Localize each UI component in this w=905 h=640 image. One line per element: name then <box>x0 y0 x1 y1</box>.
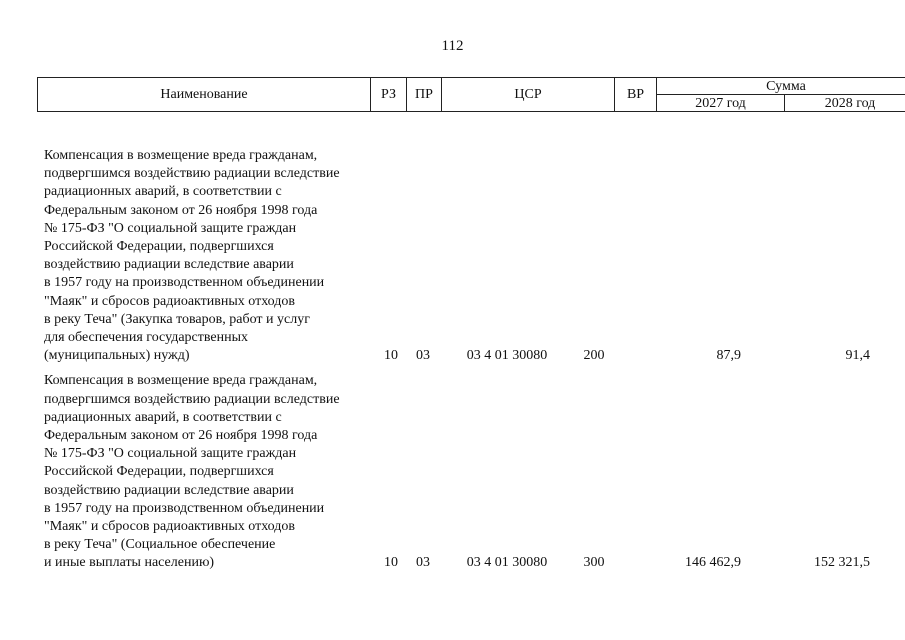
row-name-line: Федеральным законом от 26 ноября 1998 года <box>44 202 318 218</box>
row-name <box>44 147 374 365</box>
header-vr: ВР <box>615 78 657 112</box>
row-name-line: в 1957 году на производственном объединении <box>44 275 325 291</box>
header-pr: ПР <box>407 78 442 112</box>
header-csr: ЦСР <box>442 78 615 112</box>
row-name-line: в 1957 году на производственном объединении <box>44 500 325 516</box>
row-name-line: Компенсация в возмещение вреда гражданам, <box>44 148 318 163</box>
row-name-line: радиационных аварий, в соответствии с <box>44 184 282 200</box>
row-name-line: Российской Федерации, подвергшихся <box>44 239 274 255</box>
row-name-line: и иные выплаты населению) <box>44 555 215 571</box>
row-name-line: Компенсация в возмещение вреда гражданам, <box>44 373 318 389</box>
table-header <box>37 77 905 112</box>
row-pr: 03 <box>416 348 430 364</box>
header-year-2028: 2028 год <box>785 95 905 112</box>
header-sum: Сумма <box>657 78 905 95</box>
row-name-line: воздействию радиации вследствие аварии <box>44 482 294 498</box>
row-csr: 03 4 01 30080 <box>466 555 548 571</box>
row-rz: 10 <box>384 555 398 571</box>
row-name-line: воздействию радиации вследствие аварии <box>44 257 294 273</box>
row-name-line: подвергшимся воздействию радиации вследствие <box>44 391 340 407</box>
row-name-line: для обеспечения государственных <box>44 330 248 346</box>
row-name-line: "Маяк" и сбросов радиоактивных отходов <box>44 519 296 535</box>
page-number: 112 <box>441 38 464 54</box>
row-vr: 200 <box>583 348 605 364</box>
row-sum-2027: 146 462,9 <box>685 555 741 571</box>
row-name-line: радиационных аварий, в соответствии с <box>44 409 282 425</box>
row-name-line: № 175-ФЗ "О социальной защите граждан <box>44 446 297 462</box>
row-name-line: подвергшимся воздействию радиации вследствие <box>44 166 340 182</box>
row-vr: 300 <box>583 555 605 571</box>
row-name <box>44 372 374 572</box>
row-name-line: Российской Федерации, подвергшихся <box>44 464 274 480</box>
row-name-line: № 175-ФЗ "О социальной защите граждан <box>44 220 297 236</box>
row-name-line: Федеральным законом от 26 ноября 1998 года <box>44 428 318 444</box>
row-pr: 03 <box>416 555 430 571</box>
row-name-line: "Маяк" и сбросов радиоактивных отходов <box>44 293 296 309</box>
row-rz: 10 <box>384 348 398 364</box>
table-body <box>44 147 874 573</box>
row-sum-2027: 87,9 <box>716 348 741 364</box>
header-year-2027: 2027 год <box>657 95 785 112</box>
row-sum-2028: 91,4 <box>845 348 870 364</box>
row-name-line: в реку Теча" (Закупка товаров, работ и услуг <box>44 311 310 327</box>
table-row <box>44 147 874 365</box>
header-name: Наименование <box>38 78 371 112</box>
row-name-line: (муниципальных) нужд) <box>44 348 190 364</box>
row-csr: 03 4 01 30080 <box>466 348 548 364</box>
row-sum-2028: 152 321,5 <box>814 555 870 571</box>
table-row <box>44 372 874 572</box>
row-name-line: в реку Теча" (Социальное обеспечение <box>44 537 276 553</box>
header-rz: РЗ <box>371 78 407 112</box>
